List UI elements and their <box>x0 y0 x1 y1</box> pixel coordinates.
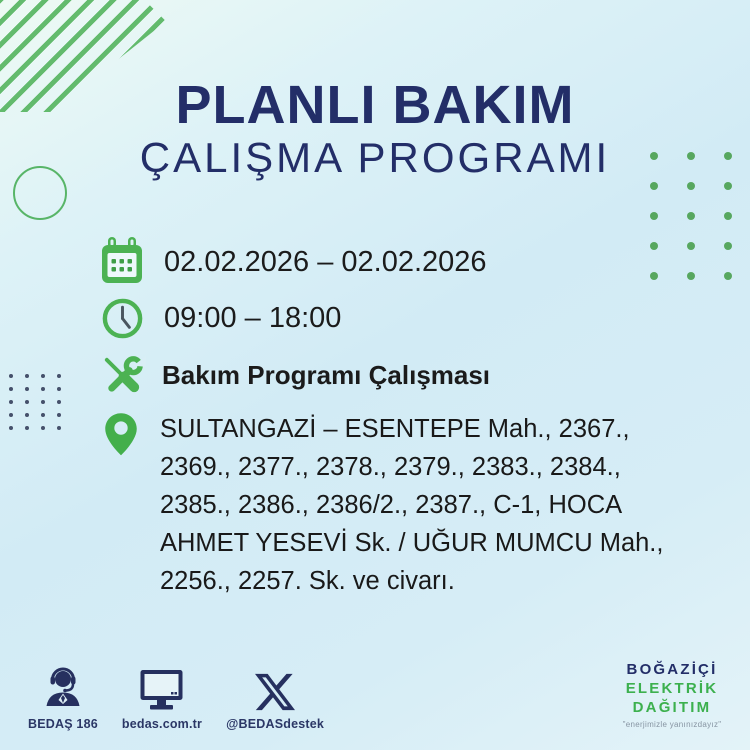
call-center-label: BEDAŞ 186 <box>28 717 98 731</box>
x-logo-icon <box>255 662 295 712</box>
location-line: SULTANGAZİ – ESENTEPE Mah., 2367., <box>160 415 630 443</box>
location-row <box>98 410 663 600</box>
website-contact <box>122 662 202 731</box>
footer-contacts <box>28 662 324 731</box>
tools-icon <box>98 352 146 399</box>
location-text <box>160 410 663 600</box>
brand-line2: ELEKTRİK <box>625 680 719 697</box>
work-type-text: Bakım Programı Çalışması <box>162 360 491 390</box>
location-line: 2256., 2257. Sk. ve civarı. <box>160 567 455 595</box>
brand-tagline: "enerjimizle yanınızdayız" <box>622 720 722 729</box>
brand-line1: BOĞAZİÇİ <box>626 661 718 678</box>
date-range-text: 02.02.2026 – 02.02.2026 <box>164 245 487 278</box>
brand-line3: DAĞITIM <box>632 699 712 716</box>
time-range-text: 09:00 – 18:00 <box>164 302 342 334</box>
support-agent-icon <box>39 662 87 712</box>
location-pin-icon <box>98 410 143 468</box>
location-line: AHMET YESEVİ Sk. / UĞUR MUMCU Mah., <box>160 529 664 557</box>
location-line: 2385., 2386., 2386/2., 2387., C-1, HOCA <box>160 491 623 519</box>
location-line: 2369., 2377., 2378., 2379., 2383., 2384., <box>160 453 621 481</box>
bedas-brand-logo <box>616 660 728 729</box>
monitor-icon <box>138 662 185 712</box>
calendar-icon <box>98 236 146 288</box>
website-label: bedas.com.tr <box>121 717 203 731</box>
social-contact <box>226 662 324 731</box>
call-center-contact <box>28 662 98 731</box>
poster-title-line1: PLANLI BAKIM <box>175 75 575 135</box>
dot-grid-decoration-left <box>9 374 61 430</box>
poster-title-line2: ÇALIŞMA PROGRAMI <box>139 134 611 181</box>
clock-icon <box>98 296 146 341</box>
time-row <box>98 296 341 341</box>
work-type-row <box>98 352 490 399</box>
social-handle-label: @BEDASdestek <box>226 717 325 731</box>
date-row <box>98 236 487 288</box>
